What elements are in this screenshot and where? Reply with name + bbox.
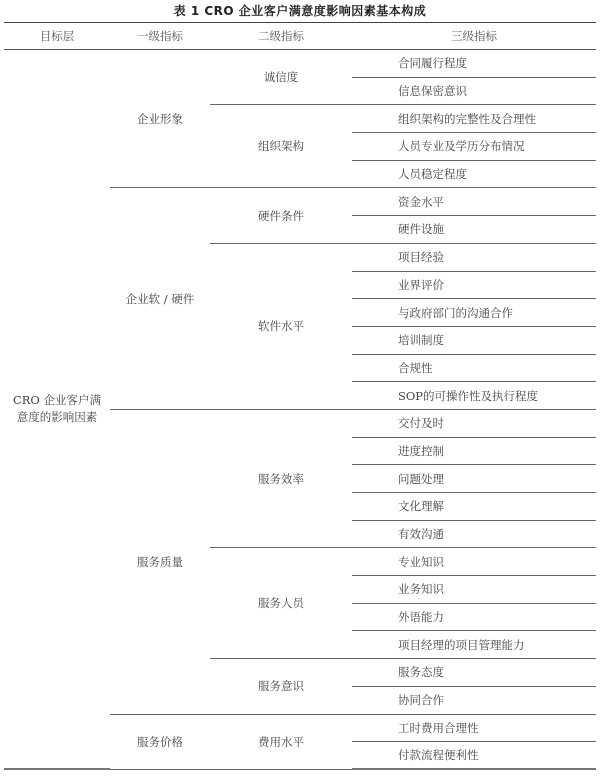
level3-cell: 协同合作 <box>352 686 596 714</box>
level3-cell: 专业知识 <box>352 548 596 576</box>
level3-cell: 服务态度 <box>352 659 596 687</box>
target-cell: CRO 企业客户满意度的影响因素 <box>4 50 110 770</box>
level3-cell: 文化理解 <box>352 493 596 521</box>
level3-cell: 组织架构的完整性及合理性 <box>352 105 596 133</box>
header-level3: 三级指标 <box>352 23 596 50</box>
table-title: 表 1 CRO 企业客户满意度影响因素基本构成 <box>173 4 427 18</box>
level3-cell: 与政府部门的沟通合作 <box>352 299 596 327</box>
level3-cell: 人员稳定程度 <box>352 160 596 188</box>
header-target: 目标层 <box>4 23 110 50</box>
level3-cell: 付款流程便利性 <box>352 742 596 770</box>
level3-cell: 人员专业及学历分布情况 <box>352 133 596 161</box>
level3-cell: 培训制度 <box>352 326 596 354</box>
level3-cell: 问题处理 <box>352 465 596 493</box>
level3-cell: 业务知识 <box>352 576 596 604</box>
level3-cell: 有效沟通 <box>352 520 596 548</box>
level3-cell: 交付及时 <box>352 409 596 437</box>
level2-cell: 服务意识 <box>210 659 352 714</box>
level3-cell: 项目经验 <box>352 243 596 271</box>
level3-cell: 项目经理的项目管理能力 <box>352 631 596 659</box>
table-row <box>4 50 596 78</box>
header-level2: 二级指标 <box>210 23 352 50</box>
level3-cell: 硬件设施 <box>352 216 596 244</box>
level1-cell: 服务价格 <box>110 714 210 769</box>
header-row <box>4 23 596 50</box>
level3-cell: 进度控制 <box>352 437 596 465</box>
indicator-table <box>4 22 596 770</box>
level2-cell: 硬件条件 <box>210 188 352 243</box>
level1-cell: 服务质量 <box>110 409 210 714</box>
level3-cell: 工时费用合理性 <box>352 714 596 742</box>
level3-cell: 外语能力 <box>352 603 596 631</box>
level3-cell: 合同履行程度 <box>352 50 596 78</box>
level3-cell: SOP的可操作性及执行程度 <box>352 382 596 410</box>
level2-cell: 费用水平 <box>210 714 352 769</box>
level2-cell: 服务人员 <box>210 548 352 659</box>
level3-cell: 资金水平 <box>352 188 596 216</box>
level3-cell: 合规性 <box>352 354 596 382</box>
header-level1: 一级指标 <box>110 23 210 50</box>
level3-cell: 信息保密意识 <box>352 77 596 105</box>
level2-cell: 诚信度 <box>210 50 352 105</box>
level2-cell: 服务效率 <box>210 409 352 547</box>
level2-cell: 组织架构 <box>210 105 352 188</box>
level1-cell: 企业软 / 硬件 <box>110 188 210 410</box>
level2-cell: 软件水平 <box>210 243 352 409</box>
level1-cell: 企业形象 <box>110 50 210 188</box>
level3-cell: 业界评价 <box>352 271 596 299</box>
